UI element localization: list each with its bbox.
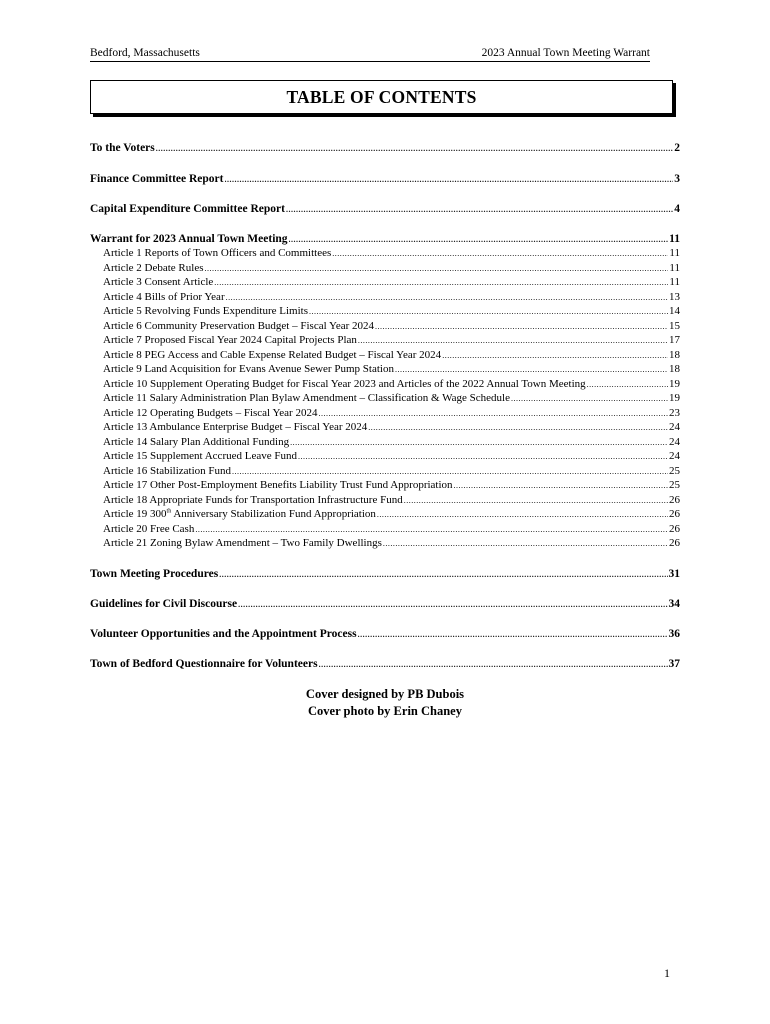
dot-leader: [404, 493, 668, 508]
toc-entry-title: Article 15 Supplement Accrued Leave Fund: [103, 450, 297, 462]
toc-entry-page: 13: [669, 290, 680, 303]
toc-entry-title: To the Voters: [90, 142, 155, 154]
toc-entry-finance-committee[interactable]: [90, 171, 680, 187]
toc-entry-page: 4: [674, 203, 680, 215]
toc-article-12[interactable]: [103, 406, 680, 421]
toc-entry-title: Article 17 Other Post-Employment Benefits Liability Trust Fund Appropriation: [103, 479, 453, 491]
toc-article-5[interactable]: [103, 304, 680, 319]
toc-entry-page: 17: [669, 334, 680, 346]
dot-leader: [319, 656, 668, 672]
dot-leader: [226, 290, 668, 305]
toc-entry-title: Article 9 Land Acquisition for Evans Avenue Sewer Pump Station: [103, 363, 394, 375]
toc-entry-warrant[interactable]: [90, 231, 680, 247]
toc-entry-title: Capital Expenditure Committee Report: [90, 203, 285, 215]
toc-entry-page: 19: [669, 377, 680, 390]
toc-entry-title: Article 1 Reports of Town Officers and Committees: [103, 247, 332, 259]
toc-article-14[interactable]: [103, 435, 680, 450]
toc-entry-page: 11: [669, 276, 680, 288]
toc-entry-title: Article 14 Salary Plan Additional Funding: [103, 435, 290, 448]
toc-article-13[interactable]: [103, 420, 680, 435]
toc-entry-page: 26: [669, 508, 680, 520]
toc-entry-title: Guidelines for Civil Discourse: [90, 598, 238, 610]
toc-entry-page: 15: [669, 319, 680, 332]
header-right: 2023 Annual Town Meeting Warrant: [481, 47, 650, 59]
toc-entry-page: 36: [668, 628, 680, 640]
toc-entry-page: 11: [669, 247, 680, 259]
toc-entry-title: Article 7 Proposed Fiscal Year 2024 Capital Projects Plan: [103, 334, 357, 346]
toc-entry-page: 18: [669, 348, 680, 361]
dot-leader: [377, 507, 668, 522]
dot-leader: [442, 348, 668, 363]
toc-entry-title: Article 13 Ambulance Enterprise Budget – Fiscal Year 2024: [103, 421, 368, 433]
toc-article-15[interactable]: [103, 449, 680, 464]
toc-article-2[interactable]: [103, 261, 680, 276]
toc-article-3[interactable]: [103, 275, 680, 290]
dot-leader: [358, 626, 668, 642]
dot-leader: [195, 522, 668, 537]
dot-leader: [395, 362, 668, 377]
dot-leader: [290, 435, 668, 450]
page-title: TABLE OF CONTENTS: [286, 86, 477, 107]
toc-entry-page: 25: [669, 479, 680, 491]
dot-leader: [214, 275, 668, 290]
toc-entry-title: Article 12 Operating Budgets – Fiscal Year 2024: [103, 406, 318, 419]
toc-article-21[interactable]: [103, 536, 680, 551]
cover-designer-credit: Cover designed by PB Dubois: [305, 687, 465, 701]
dot-leader: [289, 231, 669, 247]
dot-leader: [454, 478, 668, 493]
toc-entry-title: [103, 507, 376, 522]
toc-entry-page: 11: [669, 233, 680, 245]
toc-entry-volunteer[interactable]: [90, 626, 680, 642]
toc-entry-page: 11: [669, 261, 680, 274]
toc-entry-page: 24: [669, 421, 680, 433]
toc-entry-title: Article 18 Appropriate Funds for Transportation Infrastructure Fund: [103, 493, 403, 506]
dot-leader: [358, 333, 668, 348]
toc-entry-civil-discourse[interactable]: [90, 596, 680, 612]
dot-leader: [383, 536, 668, 551]
toc-entry-title: Article 20 Free Cash: [103, 522, 195, 535]
dot-leader: [298, 449, 668, 464]
toc-article-6[interactable]: [103, 319, 680, 334]
running-header: [90, 46, 650, 62]
toc-article-8[interactable]: [103, 348, 680, 363]
toc-entry-page: 24: [669, 435, 680, 448]
title-suffix: Anniversary Stabilization Fund Appropriation: [171, 508, 376, 520]
toc-entry-title: Article 16 Stabilization Fund: [103, 464, 232, 477]
toc-entry-page: 19: [669, 392, 680, 404]
dot-leader: [511, 391, 668, 406]
toc-entry-title: Article 3 Consent Article: [103, 276, 214, 288]
toc-article-1[interactable]: [103, 246, 680, 261]
toc-entry-title: Warrant for 2023 Annual Town Meeting: [90, 233, 288, 245]
toc-entry-procedures[interactable]: [90, 566, 680, 582]
dot-leader: [205, 261, 669, 276]
toc-entry-page: 37: [668, 658, 680, 670]
toc-entry-title: Finance Committee Report: [90, 173, 224, 185]
toc-entry-page: 26: [669, 493, 680, 506]
toc-entry-questionnaire[interactable]: [90, 656, 680, 672]
toc-entry-title: Article 5 Revolving Funds Expenditure Limits: [103, 305, 309, 317]
toc-entry-page: 3: [674, 173, 680, 185]
dot-leader: [332, 246, 668, 261]
dot-leader: [286, 201, 673, 217]
toc-entry-title: Town Meeting Procedures: [90, 568, 219, 580]
toc-article-11[interactable]: [103, 391, 680, 406]
ordinal-suffix: th: [166, 508, 172, 515]
toc-entry-title: Article 4 Bills of Prior Year: [103, 290, 225, 303]
toc-entry-page: 26: [669, 522, 680, 535]
toc-article-20[interactable]: [103, 522, 680, 537]
cover-credits: [0, 686, 770, 720]
dot-leader: [238, 596, 667, 612]
dot-leader: [232, 464, 668, 479]
toc-entry-to-the-voters[interactable]: [90, 140, 680, 156]
toc-entry-page: 34: [668, 598, 680, 610]
toc-entry-page: 18: [669, 363, 680, 375]
toc-article-16[interactable]: [103, 464, 680, 479]
toc-entry-title: Article 6 Community Preservation Budget – Fiscal Year 2024: [103, 319, 374, 332]
dot-leader: [375, 319, 668, 334]
toc-entry-title: Article 11 Salary Administration Plan Bylaw Amendment – Classification & Wage Schedule: [103, 392, 510, 404]
toc-article-9[interactable]: [103, 362, 680, 377]
dot-leader: [309, 304, 668, 319]
toc-entry-page: 26: [669, 537, 680, 549]
dot-leader: [587, 377, 668, 392]
toc-entry-title: Article 10 Supplement Operating Budget for Fiscal Year 2023 and Articles of the 2022 Annual Town Meeting: [103, 377, 586, 390]
dot-leader: [219, 566, 667, 582]
toc-entry-page: 23: [669, 406, 680, 419]
dot-leader: [318, 406, 668, 421]
toc-entry-page: 2: [674, 142, 680, 154]
dot-leader: [156, 140, 674, 156]
toc-entry-page: 31: [668, 568, 680, 580]
toc-entry-page: 14: [669, 305, 680, 317]
toc-article-18[interactable]: [103, 493, 680, 508]
toc-article-17[interactable]: [103, 478, 680, 493]
title-box: [90, 80, 673, 114]
toc-entry-title: Town of Bedford Questionnaire for Volunteers: [90, 658, 318, 670]
toc-article-19[interactable]: [103, 507, 680, 522]
cover-photo-credit: Cover photo by Erin Chaney: [308, 704, 462, 718]
toc-entry-page: 24: [669, 450, 680, 462]
toc-entry-title: Article 2 Debate Rules: [103, 261, 204, 274]
toc-entry-title: Article 21 Zoning Bylaw Amendment – Two Family Dwellings: [103, 537, 382, 549]
toc-entry-capital-expenditure[interactable]: [90, 201, 680, 217]
dot-leader: [225, 171, 674, 187]
toc-article-10[interactable]: [103, 377, 680, 392]
title-prefix: Article 19 300: [103, 508, 167, 520]
header-left: Bedford, Massachusetts: [90, 47, 200, 59]
dot-leader: [368, 420, 668, 435]
toc-entry-title: Volunteer Opportunities and the Appointment Process: [90, 628, 357, 640]
toc-article-4[interactable]: [103, 290, 680, 305]
page-number: 1: [664, 966, 670, 980]
toc-article-7[interactable]: [103, 333, 680, 348]
toc-entry-title: Article 8 PEG Access and Cable Expense Related Budget – Fiscal Year 2024: [103, 348, 442, 361]
toc-entry-page: 25: [669, 464, 680, 477]
